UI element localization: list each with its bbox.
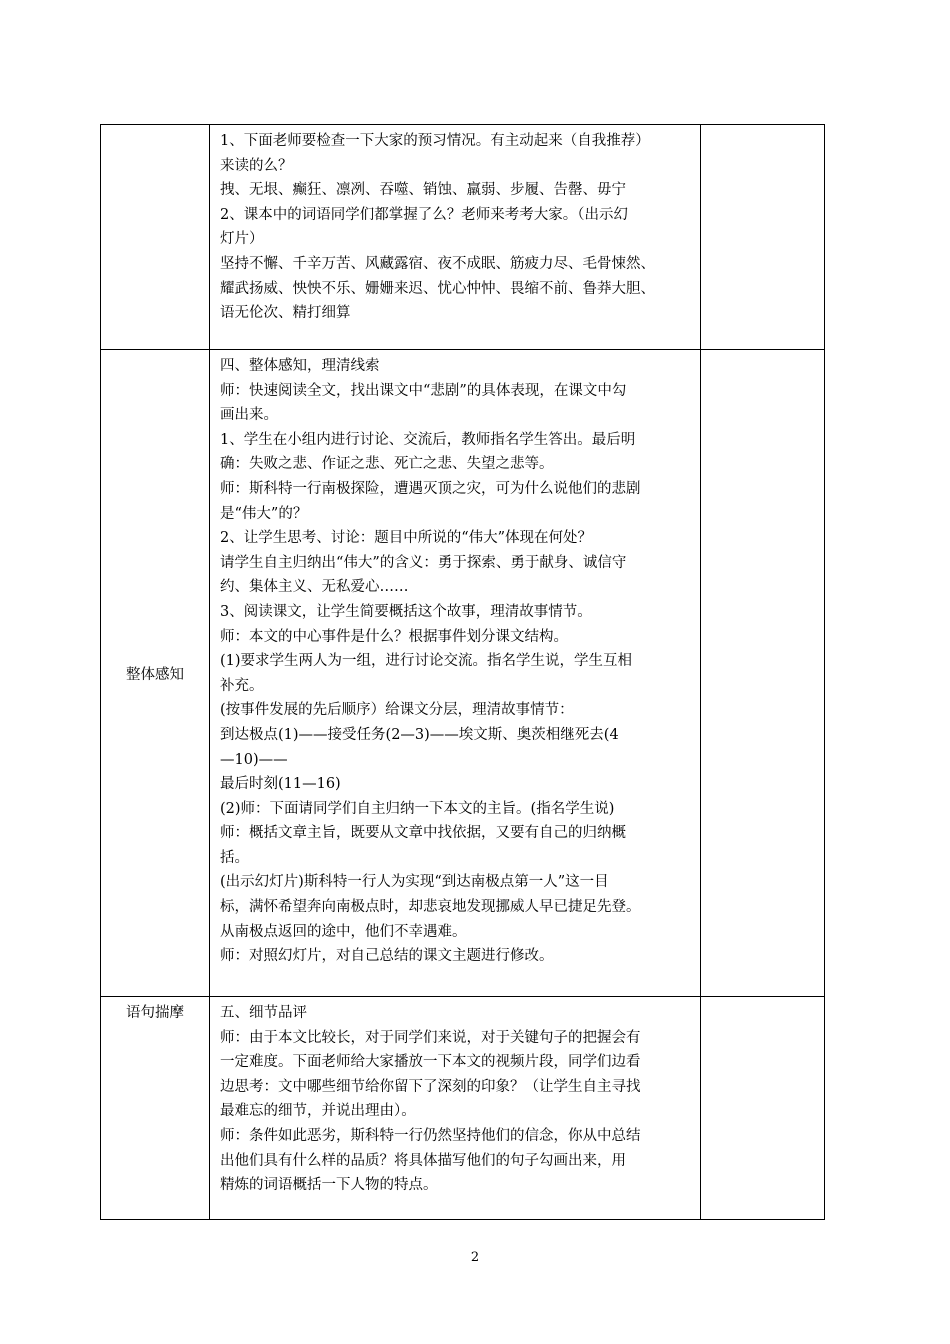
text-line: —10)—— <box>220 751 288 768</box>
text-line: 拽、无垠、癫狂、凛冽、吞噬、销蚀、羸弱、步履、告罄、毋宁 <box>220 182 626 199</box>
text-line: 画出来。 <box>220 407 278 424</box>
text-line: 师：本文的中心事件是什么？根据事件划分课文结构。 <box>220 628 568 645</box>
table-row <box>101 125 825 350</box>
text-line: 标，满怀希望奔向南极点时，却悲哀地发现挪威人早已捷足先登。 <box>220 899 641 916</box>
text-line: 精炼的词语概括一下人物的特点。 <box>220 1177 438 1194</box>
text-line: 师：快速阅读全文，找出课文中“悲剧”的具体表现，在课文中勾 <box>220 382 627 399</box>
text-line: 1、学生在小组内进行讨论、交流后，教师指名学生答出。最后明 <box>220 431 636 448</box>
text-line: 到达极点(1)——接受任务(2—3)——埃文斯、奥茨相继死去(4 <box>220 726 619 743</box>
text-line: 约、集体主义、无私爱心…… <box>220 579 409 596</box>
text-line: 师：斯科特一行南极探险，遭遇灭顶之灾，可为什么说他们的悲剧 <box>220 480 641 497</box>
text-line: 从南极点返回的途中，他们不幸遇难。 <box>220 923 467 940</box>
notes-cell <box>701 997 825 1220</box>
page-number: 2 <box>470 1250 480 1265</box>
content-cell <box>210 125 701 350</box>
content-cell <box>210 350 701 997</box>
text-line: 师：由于本文比较长，对于同学们来说，对于关键句子的把握会有 <box>220 1029 641 1046</box>
text-line: (2)师：下面请同学们自主归纳一下本文的主旨。(指名学生说) <box>220 800 615 817</box>
text-line: 师：条件如此恶劣，斯科特一行仍然坚持他们的信念，你从中总结 <box>220 1127 641 1144</box>
content-cell <box>210 997 701 1220</box>
text-line: 是“伟大”的？ <box>220 505 308 522</box>
content-lines <box>210 350 700 969</box>
lesson-plan-table <box>100 124 825 1220</box>
text-line: 最难忘的细节，并说出理由）。 <box>220 1103 416 1120</box>
text-line: 四、整体感知，理清线索 <box>220 358 380 374</box>
stage-label-cell: 语句揣摩 <box>101 997 210 1220</box>
text-line: 耀武扬威、怏怏不乐、姗姗来迟、忧心忡忡、畏缩不前、鲁莽大胆、 <box>220 280 655 297</box>
text-line: 一定难度。下面老师给大家播放一下本文的视频片段，同学们边看 <box>220 1054 641 1071</box>
text-line: 五、细节品评 <box>220 1005 307 1021</box>
text-line: 语无伦次、精打细算 <box>220 305 351 322</box>
text-line: 1、下面老师要检查一下大家的预习情况。有主动起来（自我推荐） <box>220 133 650 149</box>
table-row <box>101 997 825 1220</box>
stage-label-cell <box>101 125 210 350</box>
text-line: 3、阅读课文，让学生简要概括这个故事，理清故事情节。 <box>220 603 592 620</box>
text-line: 边思考：文中哪些细节给你留下了深刻的印象？（让学生自主寻找 <box>220 1078 641 1095</box>
table-row <box>101 350 825 997</box>
text-line: 灯片） <box>220 231 264 248</box>
text-line: 2、课本中的词语同学们都掌握了么？老师来考考大家。（出示幻 <box>220 206 628 223</box>
content-lines <box>210 997 700 1198</box>
text-line: (按事件发展的先后顺序）给课文分层，理清故事情节： <box>220 702 574 719</box>
text-line: 来读的么？ <box>220 157 293 174</box>
text-line: 补充。 <box>220 677 264 694</box>
text-line: 坚持不懈、千辛万苦、风藏露宿、夜不成眠、筋疲力尽、毛骨悚然、 <box>220 255 655 272</box>
text-line: 师：对照幻灯片，对自己总结的课文主题进行修改。 <box>220 948 554 965</box>
notes-cell <box>701 125 825 350</box>
text-line: (出示幻灯片)斯科特一行人为实现“到达南极点第一人”这一目 <box>220 874 609 891</box>
content-lines <box>210 125 700 326</box>
text-line: 师：概括文章主旨，既要从文章中找依据，又要有自己的归纳概 <box>220 825 626 842</box>
text-line: 请学生自主归纳出“伟大”的含义：勇于探索、勇于献身、诚信守 <box>220 554 627 571</box>
text-line: 出他们具有什么样的品质？将具体描写他们的句子勾画出来，用 <box>220 1152 626 1169</box>
text-line: 确：失败之悲、作证之悲、死亡之悲、失望之悲等。 <box>220 456 554 473</box>
stage-label-cell: 整体感知 <box>101 350 210 997</box>
text-line: (1)要求学生两人为一组，进行讨论交流。指名学生说，学生互相 <box>220 653 633 670</box>
text-line: 2、让学生思考、讨论：题目中所说的“伟大”体现在何处？ <box>220 530 593 547</box>
notes-cell <box>701 350 825 997</box>
text-line: 括。 <box>220 849 249 866</box>
text-line: 最后时刻(11—16) <box>220 776 341 793</box>
